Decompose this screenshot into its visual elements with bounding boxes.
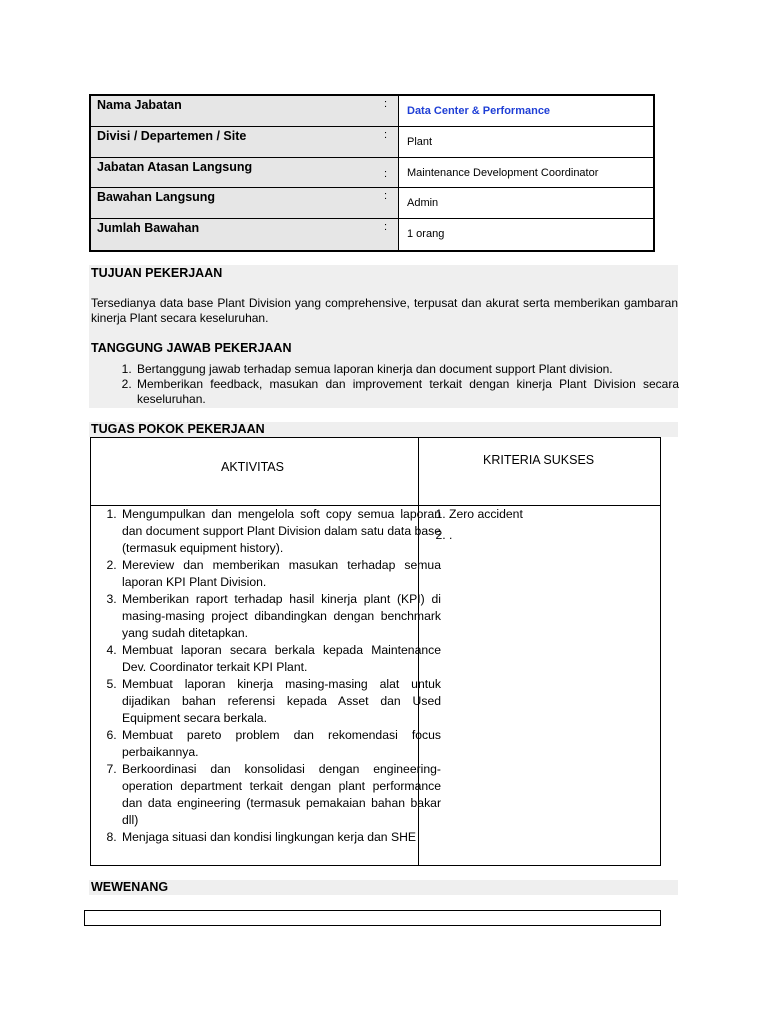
info-row-divisi	[91, 127, 653, 158]
info-label: Jabatan Atasan Langsung	[91, 158, 378, 188]
info-row-jumlah-bawahan	[91, 219, 653, 250]
tanggung-title: TANGGUNG JAWAB PEKERJAAN	[91, 341, 292, 355]
info-colon: :	[378, 158, 398, 188]
wewenang-title: WEWENANG	[91, 880, 169, 894]
info-label: Nama Jabatan	[91, 96, 378, 126]
tujuan-tanggung-section	[89, 265, 678, 408]
aktivitas-header: AKTIVITAS	[221, 460, 284, 474]
info-value-nama-jabatan: Data Center & Performance	[398, 96, 653, 126]
info-label: Jumlah Bawahan	[91, 219, 378, 250]
info-colon: :	[378, 219, 398, 250]
list-item: 7. Berkoordinasi dan konsolidasi dengan engineering-operation department terkait dengan plant performance dan data engineering (termasuk pemakaian bahan bakar dll)	[120, 761, 441, 829]
tujuan-title: TUJUAN PEKERJAAN	[91, 266, 223, 280]
kriteria-list	[422, 504, 679, 546]
info-value-atasan: Maintenance Development Coordinator	[398, 158, 653, 188]
info-row-bawahan	[91, 188, 653, 219]
info-colon: :	[378, 188, 398, 218]
tugas-title: TUGAS POKOK PEKERJAAN	[91, 422, 265, 436]
list-item: 1. Zero accident	[449, 504, 679, 525]
info-value-bawahan: Admin	[398, 188, 653, 218]
tugas-title-bar	[89, 422, 678, 437]
wewenang-title-bar	[89, 880, 678, 895]
list-item: 3. Memberikan raport terhadap hasil kinerja plant (KPI) di masing-masing project dibandingkan dengan benchmark yang sudah ditetapkan.	[120, 591, 441, 642]
list-item: 4. Membuat laporan secara berkala kepada Maintenance Dev. Coordinator terkait KPI Plant.	[120, 642, 441, 676]
list-item: 5. Membuat laporan kinerja masing-masing alat untuk dijadikan bahan referensi kepada Asset dan Used Equipment secara berkala.	[120, 676, 441, 727]
job-info-table	[89, 94, 655, 252]
list-item: 6. Membuat pareto problem dan rekomendasi focus perbaikannya.	[120, 727, 441, 761]
list-item: 1. Bertanggung jawab terhadap semua laporan kinerja dan document support Plant division.	[135, 362, 679, 377]
info-label: Bawahan Langsung	[91, 188, 378, 218]
wewenang-box	[84, 910, 661, 926]
aktivitas-list	[93, 506, 441, 846]
list-item: 1. Mengumpulkan dan mengelola soft copy semua laporan dan document support Plant Division dalam satu data base (termasuk equipment history).	[120, 506, 441, 557]
tanggung-list	[89, 362, 679, 407]
info-label: Divisi / Departemen / Site	[91, 127, 378, 157]
list-item: 8. Menjaga situasi dan kondisi lingkungan kerja dan SHE	[120, 829, 441, 846]
info-value-divisi: Plant	[398, 127, 653, 157]
list-item: 2. Memberikan feedback, masukan dan improvement terkait dengan kinerja Plant Division secara keseluruhan.	[135, 377, 679, 407]
info-colon: :	[378, 96, 398, 126]
info-row-nama-jabatan	[91, 96, 653, 127]
list-item: 2. .	[449, 525, 679, 546]
info-value-jumlah-bawahan: 1 orang	[398, 219, 653, 250]
info-colon: :	[378, 127, 398, 157]
list-item: 2. Mereview dan memberikan masukan terhadap semua laporan KPI Plant Division.	[120, 557, 441, 591]
tugas-table	[90, 437, 661, 866]
kriteria-header: KRITERIA SUKSES	[483, 453, 595, 467]
tujuan-text: Tersedianya data base Plant Division yang comprehensive, terpusat dan akurat serta memberikan gambaran kinerja Plant secara keseluruhan.	[91, 296, 678, 325]
info-row-atasan	[91, 158, 653, 189]
